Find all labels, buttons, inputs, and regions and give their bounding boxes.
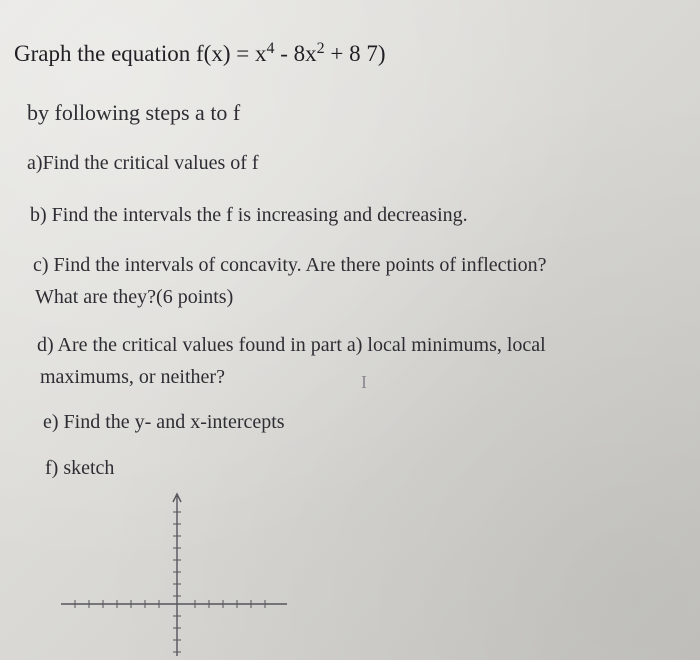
- part-e: e) Find the y- and x-intercepts: [43, 411, 285, 433]
- part-d-line1: d) Are the critical values found in part a) local minimums, local: [37, 334, 546, 356]
- part-d-line2: maximums, or neither?: [40, 366, 225, 388]
- problem-title: Graph the equation $f(x) = x^4 - 8x^2 + 8$ 7): [14, 40, 386, 66]
- part-f: f) sketch: [45, 457, 115, 479]
- text-cursor-icon: I: [361, 372, 367, 392]
- exponent-2: 2: [316, 40, 325, 57]
- sketch-axes: [55, 488, 295, 658]
- instructions-text: by following steps a to f: [27, 100, 241, 125]
- part-a: a)Find the critical values of f: [27, 152, 259, 174]
- exponent-4: 4: [266, 40, 275, 57]
- part-c-line2: What are they?(6 points): [35, 286, 234, 308]
- part-b: b) Find the intervals the f is increasing and decreasing.: [30, 204, 468, 226]
- part-c-line1: c) Find the intervals of concavity. Are there points of inflection?: [33, 254, 547, 276]
